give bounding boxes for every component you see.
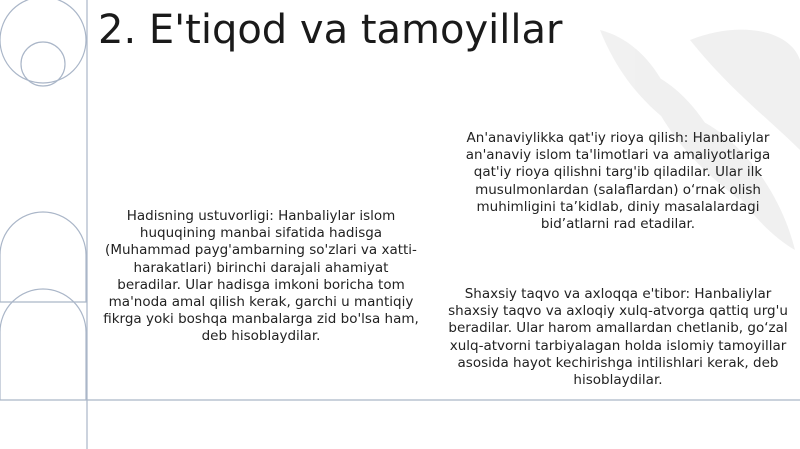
slide-title: 2. E'tiqod va tamoyillar [98, 7, 563, 53]
small-circle-outline [21, 42, 65, 86]
paragraph-hadis-priority: Hadisning ustuvorligi: Hanbaliylar islom huquqining manbai sifatida hadisga (Muhammad payg'ambarning so'zlari va xatti-harakatlari) birinchi darajali ahamiyat beradilar. Ular hadisga imkoni boricha tom ma'noda amal qilish kerak, garchi u mantiqiy fikrga yoki boshqa manbalarga zid bo'lsa ham, deb hisoblaydilar. [103, 208, 419, 345]
lower-arch-outline [0, 289, 86, 400]
paragraph-tradition: An'anaviylikka qat'iy rioya qilish: Hanbaliylar an'anaviy islom ta'limotlari va amaliyotlariga qat'iy rioya qilishni targ'ib qiladilar. Ular ilk musulmonlardan (salaflardan) o‘rnak olish muhimligini ta’kidlab, diniy masalalardagi bid’atlarni rad etadilar. [465, 130, 771, 233]
paragraph-piety-ethics: Shaxsiy taqvo va axloqqa e'tibor: Hanbaliylar shaxsiy taqvo va axloqiy xulq-atvorga qattiq urg'u beradilar. Ular harom amallardan chetlanib, go‘zal xulq-atvorni tarbiyalagan holda islomiy tamoyillar asosida hayot kechirishga intilishlari kerak, deb hisoblaydilar. [448, 286, 788, 389]
